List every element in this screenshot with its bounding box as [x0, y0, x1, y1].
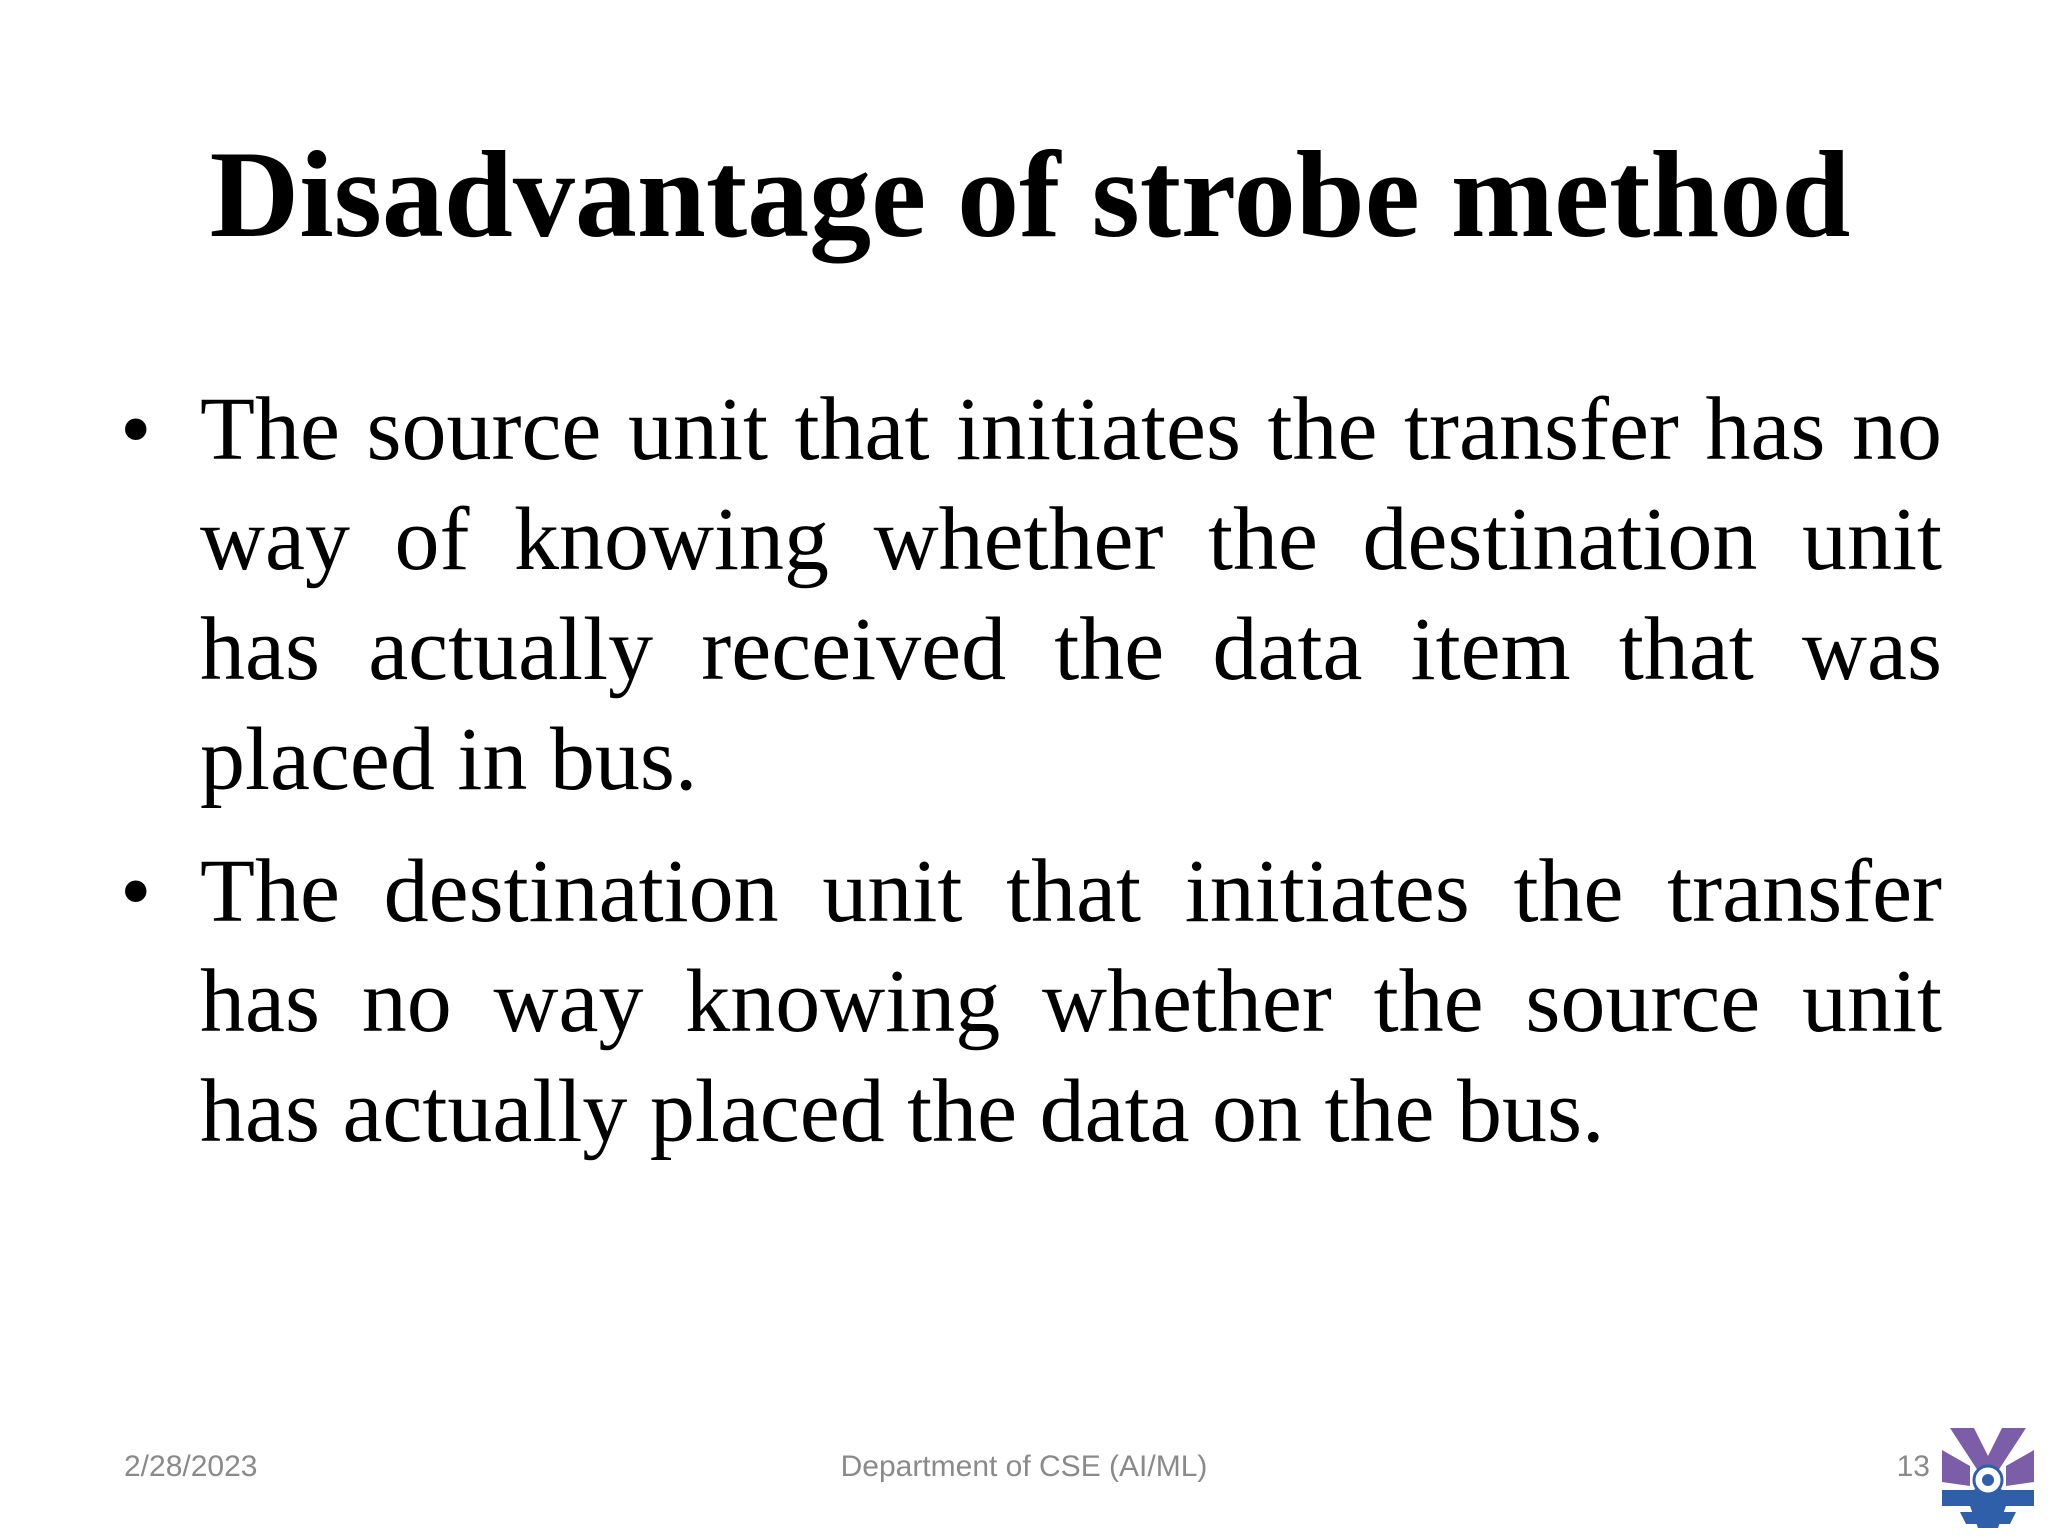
bullet-item: [112, 837, 1942, 1167]
institution-logo-icon: [1940, 1420, 2036, 1528]
slide-title: Disadvantage of strobe method: [209, 126, 1851, 263]
bullet-marker: •: [120, 380, 152, 479]
bullet-marker: •: [120, 842, 152, 941]
footer-page-number: 13: [1896, 1450, 1930, 1483]
footer-department: Department of CSE (AI/ML): [840, 1450, 1208, 1483]
bullet-text: The source unit that initiates the transfer has no way of knowing whether the destination unit has actually received the data item that was placed in bus.: [200, 380, 1942, 809]
footer-date: 2/28/2023: [124, 1450, 258, 1483]
bullet-list: [112, 375, 1942, 1189]
bullet-text: The destination unit that initiates the transfer has no way knowing whether the source unit has actually placed the data on the bus.: [200, 842, 1942, 1161]
bullet-item: [112, 375, 1942, 815]
